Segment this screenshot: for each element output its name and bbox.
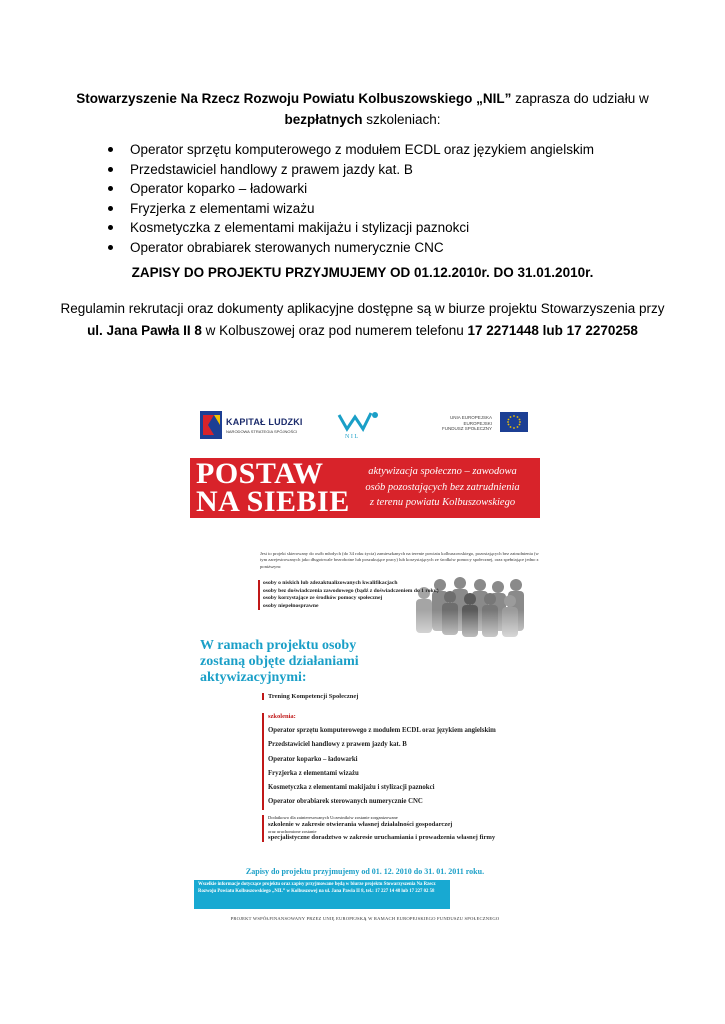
flyer-footer: PROJEKT WSPÓŁFINANSOWANY PRZEZ UNIĘ EUROPEJSKĄ W RAMACH EUROPEJSKIEGO FUNDUSZU SPOŁECZNEGO [230, 916, 500, 921]
list-item [108, 238, 594, 258]
phone-numbers: 17 2271448 lub 17 2270258 [467, 323, 638, 338]
bullet-icon [108, 206, 113, 211]
logo-strip [190, 405, 542, 445]
target-group-item: osoby o niskich lub zdezaktualizowanych kwalifikacjach [263, 580, 398, 586]
eu-text: UNIA EUROPEJSKA EUROPEJSKI FUNDUSZ SPOŁECZNY [441, 415, 492, 431]
flyer-additional [262, 815, 538, 842]
organization-name: Stowarzyszenie Na Rzecz Rozwoju Powiatu Kolbuszowskiego „NIL” [76, 91, 512, 106]
list-item-label: Przedstawiciel handlowy z prawem jazdy kat. B [130, 161, 413, 177]
bullet-icon [108, 167, 113, 172]
regulations-paragraph [60, 298, 665, 342]
kapital-ludzki-logo-icon [200, 411, 222, 439]
enrollment-dates: ZAPISY DO PROJEKTU PRZYJMUJEMY OD 01.12.2010r. DO 31.01.2010r. [131, 265, 594, 280]
trainings-label: szkolenia: [268, 713, 296, 720]
list-item [108, 179, 594, 199]
list-item [108, 140, 594, 160]
bullet-icon [108, 147, 113, 152]
list-item-label: Fryzjerka z elementami wizażu [130, 200, 315, 216]
intro-paragraph [60, 88, 665, 130]
list-item [108, 160, 594, 180]
training-item: Przedstawiciel handlowy z prawem jazdy kat. B [268, 741, 407, 749]
project-flyer [190, 405, 542, 925]
additional-text: Dodatkowo dla zainteresowanych Uczestników zostanie zorganizowane [268, 815, 398, 820]
kapital-ludzki-title: KAPITAŁ LUDZKI [226, 417, 303, 427]
additional-text-2: oraz uruchomione zostanie [268, 828, 317, 834]
additional-bold: szkolenie w zakresie otwierania własnej działalności gospodarczej [268, 820, 453, 828]
nil-text: N I L [345, 434, 358, 439]
training-item: Fryzjerka z elementami wizażu [268, 769, 359, 777]
training-item: Operator obrabiarek sterowanych numerycznie CNC [268, 798, 423, 806]
target-group-item: osoby bez doświadczenia zawodowego (bądź z doświadczeniem do 1 roku) [263, 587, 439, 594]
flyer-intro-text: Jest to projekt skierowany do osób młodych (do 34 roku życia) zamieszkanych na terenie powiatu kolbuszowskiego, pozostających bez zatrudnienia (w tym zarejestrowanych jako długotrwale bezrobotne lub poszukujące pracy) lub korzystających ze środków pomocy społecznej, oraz spełniające jedno z poniższym: [260, 551, 539, 569]
bullet-icon [108, 225, 113, 230]
target-group-item: osoby niepełnosprawne [263, 602, 319, 609]
training-item: Operator sprzętu komputerowego z modułem ECDL oraz językiem angielskim [268, 727, 496, 734]
flyer-trening: Trening Kompetencji Społecznej [262, 693, 358, 700]
kapital-ludzki-subtitle: NARODOWA STRATEGIA SPÓJNOŚCI [226, 429, 298, 434]
training-item: Kosmetyczka z elementami makijażu i stylizacji paznokci [268, 784, 435, 792]
eu-flag-icon [500, 412, 528, 432]
regulations-mid: w Kolbuszowej oraz pod numerem telefonu [201, 323, 468, 338]
target-groups [258, 580, 463, 610]
flyer-trainings [262, 713, 538, 810]
nil-logo-icon [335, 409, 383, 439]
intro-text-2: szkoleniach: [362, 112, 441, 127]
list-item [108, 218, 594, 238]
list-item-label: Operator sprzętu komputerowego z modułem ECDL oraz językiem angielskim [130, 142, 594, 157]
list-item [108, 199, 594, 219]
regulations-text: Regulamin rekrutacji oraz dokumenty aplikacyjne dostępne są w biurze projektu Stowarzyszenia przy [60, 301, 665, 316]
flyer-info-box: Wszelkie informacje dotyczące projektu oraz zapisy przyjmowane będą w biurze projektu Stowarzyszenia Na Rzecz Rozwoju Powiatu Kolbuszowskiego „NIL” w Kolbuszowej na ul. Jana Pawła II 8, tel.: 17 227 14 48 lub 17 227 02 58 [194, 880, 450, 909]
postaw-banner [190, 458, 540, 518]
bullet-icon [108, 186, 113, 191]
bullet-icon [108, 245, 113, 250]
training-list [108, 140, 594, 258]
intro-text: zaprasza do udziału w [511, 91, 649, 106]
training-item: Operator koparko – ładowarki [268, 755, 358, 763]
banner-subtitle: aktywizacja społeczno – zawodowa osób pozostających bez zatrudnienia z terenu powiatu Kolbuszowskiego [365, 466, 520, 508]
office-address: ul. Jana Pawła II 8 [87, 323, 202, 338]
list-item-label: Operator koparko – ładowarki [130, 181, 308, 197]
flyer-heading: W ramach projektu osoby zostaną objęte działaniami aktywizacyjnymi: [200, 638, 359, 685]
list-item-label: Kosmetyczka z elementami makijażu i stylizacji paznokci [130, 220, 470, 236]
banner-title: POSTAW NA SIEBIE [196, 457, 350, 518]
target-group-item: osoby korzystające ze środków pomocy społecznej [263, 595, 383, 601]
free-word: bezpłatnych [284, 112, 363, 127]
additional-bold-2: specjalistyczne doradztwo w zakresie uruchamiania i prowadzenia własnej firmy [268, 834, 496, 841]
list-item-label: Operator obrabiarek sterowanych numerycznie CNC [130, 239, 444, 255]
flyer-enrollment: Zapisy do projektu przyjmujemy od 01. 12. 2010 do 31. 01. 2011 roku. [245, 867, 485, 876]
